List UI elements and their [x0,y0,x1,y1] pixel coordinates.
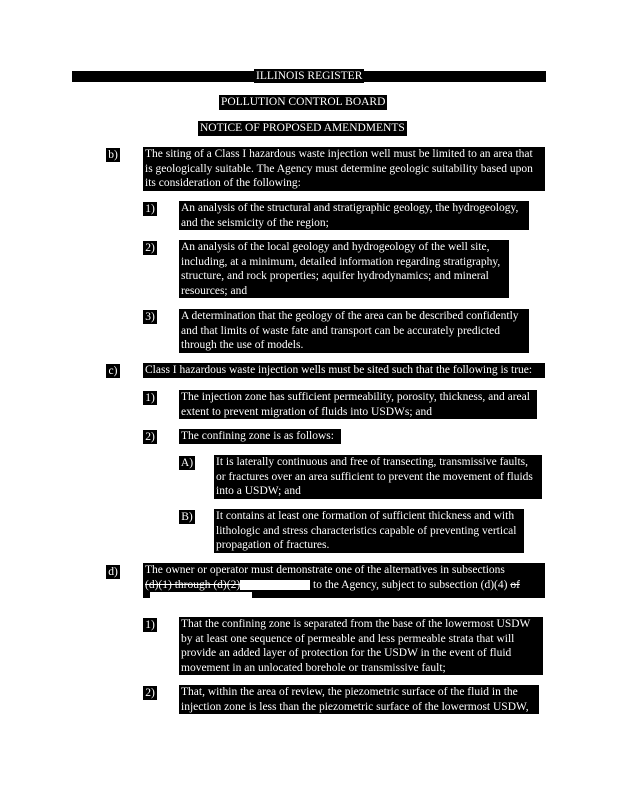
section-c-text [143,363,545,378]
c2b-text [214,509,524,553]
text-line: An analysis of the local geology and hydrogeology of the well site, [181,241,490,253]
text-line: is geologically suitable. The Agency must determine geologic suitability based upon [145,162,533,175]
text-line: its consideration of the following: [145,177,301,190]
c2-text [179,429,341,444]
inline-text: to the Agency, subject to subsection (d)(4) [313,578,508,591]
text-line: movement in an unlocated borehole or transmissive fault; [181,661,446,674]
d1-label: 1) [143,618,157,632]
text-line: and the seismicity of the region; [181,216,329,229]
section-b-label: b) [106,148,120,162]
board-title: POLLUTION CONTROL BOARD [221,96,386,108]
text-line: into a USDW; and [216,485,301,498]
d1-text [179,617,543,675]
register-title: ILLINOIS REGISTER [256,70,363,82]
text-line: and that limits of waste fate and transport can be accurately predicted [181,324,500,337]
d2-text [179,685,539,714]
b1-label: 1) [143,202,157,216]
text-line: Class I hazardous waste injection wells must be sited such that the following is true: [145,364,533,376]
text-line: The injection zone has sufficient permeability, porosity, thickness, and areal [181,391,530,403]
c1-label: 1) [143,391,157,405]
b3-text [179,309,529,353]
notice-title: NOTICE OF PROPOSED AMENDMENTS [200,122,405,134]
text-line: propagation of fractures. [216,539,330,552]
struck-text: of [510,578,520,591]
text-line: by at least one sequence of permeable and less permeable strata that will [181,632,515,645]
text-line [145,578,543,593]
redaction-gap [240,580,310,590]
b2-label: 2) [143,241,157,255]
struck-text: (d)(1) through (d)(2) [145,578,241,591]
text-line: That, within the area of review, the piezometric surface of the fluid in the [181,686,518,698]
section-c-label: c) [106,364,120,378]
text-line: lithologic and stress characteristics capable of preventing vertical [216,524,517,537]
text-line: including, at a minimum, detailed information regarding stratigraphy, [181,255,501,268]
text-line: resources; and [181,284,248,297]
b1-text [179,201,529,230]
d2-label: 2) [143,686,157,700]
text-line: It contains at least one formation of sufficient thickness and with [216,510,515,522]
c1-text [179,390,537,419]
text-line: A determination that the geology of the area can be described confidently [181,310,519,322]
text-line: or fractures over an area sufficient to prevent the movement of fluids [216,470,533,483]
c2a-label: A) [180,457,194,469]
text-line: It is laterally continuous and free of transecting, transmissive faults, [216,456,529,468]
text-line: That the confining zone is separated from the base of the lowermost USDW [181,618,531,630]
text-line: The confining zone is as follows: [181,430,334,442]
text-line: An analysis of the structural and stratigraphic geology, the hydrogeology, [181,202,519,214]
c2a-text [214,455,542,499]
text-line: The owner or operator must demonstrate one of the alternatives in subsections [145,564,505,576]
text-line: extent to prevent migration of fluids into USDWs; and [181,405,433,418]
text-line: provide an added layer of protection for the USDW in the event of fluid [181,647,512,660]
text-line: through the use of models. [181,339,304,352]
b3-label: 3) [143,310,157,324]
b2-text [179,240,509,298]
c2-label: 2) [143,430,157,444]
c2b-label: B) [179,510,195,524]
section-b-text [143,147,545,191]
redaction-box [150,592,252,604]
section-d-label: d) [106,565,120,579]
text-line: The siting of a Class I hazardous waste injection well must be limited to an area that [145,148,533,160]
text-line: structure, and rock properties; aquifer hydrodynamics; and mineral [181,270,489,283]
text-line: injection zone is less than the piezometric surface of the lowermost USDW, [181,700,529,713]
